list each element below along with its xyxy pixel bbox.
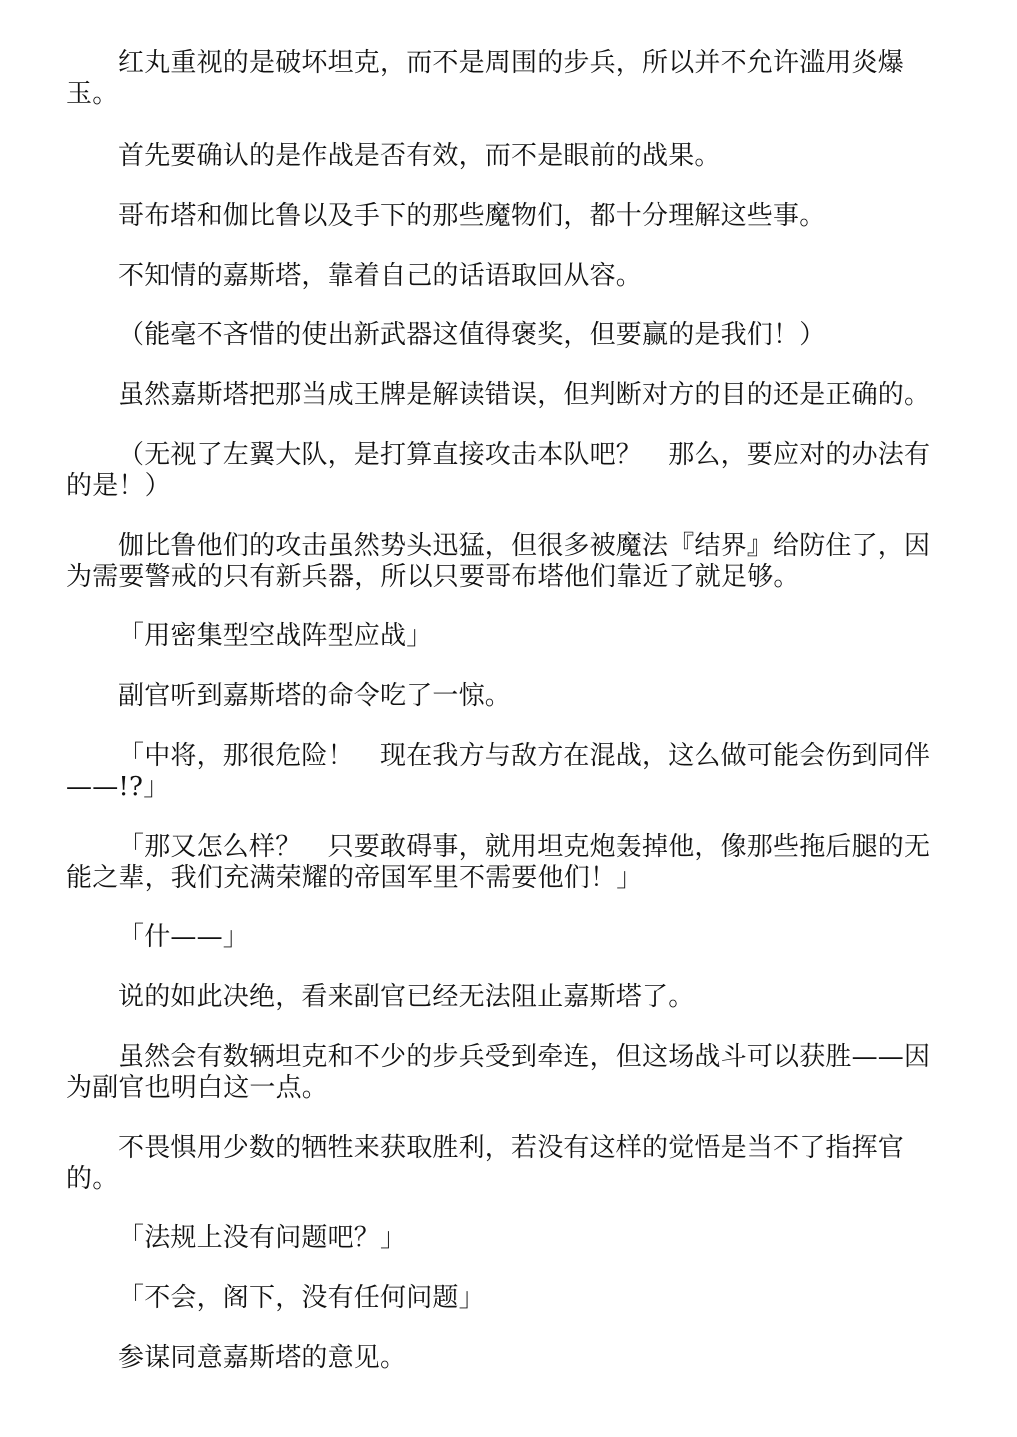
- paragraph: 伽比鲁他们的攻击虽然势头迅猛，但很多被魔法『结界』给防住了，因为需要警戒的只有新兵器，所以只要哥布塔他们靠近了就足够。: [66, 531, 931, 592]
- paragraph: 虽然会有数辆坦克和不少的步兵受到牵连，但这场战斗可以获胜——因为副官也明白这一点。: [66, 1042, 931, 1103]
- paragraph: 「什——」: [118, 922, 250, 952]
- paragraph: （能毫不吝惜的使出新武器这值得褒奖，但要赢的是我们！）: [118, 320, 826, 350]
- paragraph: 虽然嘉斯塔把那当成王牌是解读错误，但判断对方的目的还是正确的。: [118, 380, 931, 410]
- paragraph: 不畏惧用少数的牺牲来获取胜利，若没有这样的觉悟是当不了指挥官的。: [66, 1133, 905, 1194]
- paragraph: 副官听到嘉斯塔的命令吃了一惊。: [118, 681, 512, 711]
- paragraph: 「中将，那很危险！ 现在我方与敌方在混战，这么做可能会伤到同伴——!?」: [66, 741, 931, 802]
- paragraph: 「用密集型空战阵型应战」: [118, 621, 433, 651]
- paragraph: （无视了左翼大队，是打算直接攻击本队吧？ 那么，要应对的办法有的是！）: [66, 440, 931, 501]
- paragraph: 「那又怎么样？ 只要敢碍事，就用坦克炮轰掉他，像那些拖后腿的无能之辈，我们充满荣耀的帝国军里不需要他们！」: [66, 832, 931, 893]
- paragraph: 参谋同意嘉斯塔的意见。: [118, 1343, 407, 1373]
- paragraph: 「不会，阁下，没有任何问题」: [118, 1283, 485, 1313]
- paragraph: 不知情的嘉斯塔，靠着自己的话语取回从容。: [118, 261, 643, 291]
- paragraph: 哥布塔和伽比鲁以及手下的那些魔物们，都十分理解这些事。: [118, 201, 826, 231]
- paragraph: 说的如此决绝，看来副官已经无法阻止嘉斯塔了。: [118, 982, 695, 1012]
- paragraph: 首先要确认的是作战是否有效，而不是眼前的战果。: [118, 141, 721, 171]
- paragraph: 「法规上没有问题吧？」: [118, 1223, 407, 1253]
- paragraph: 红丸重视的是破坏坦克，而不是周围的步兵，所以并不允许滥用炎爆玉。: [66, 48, 905, 109]
